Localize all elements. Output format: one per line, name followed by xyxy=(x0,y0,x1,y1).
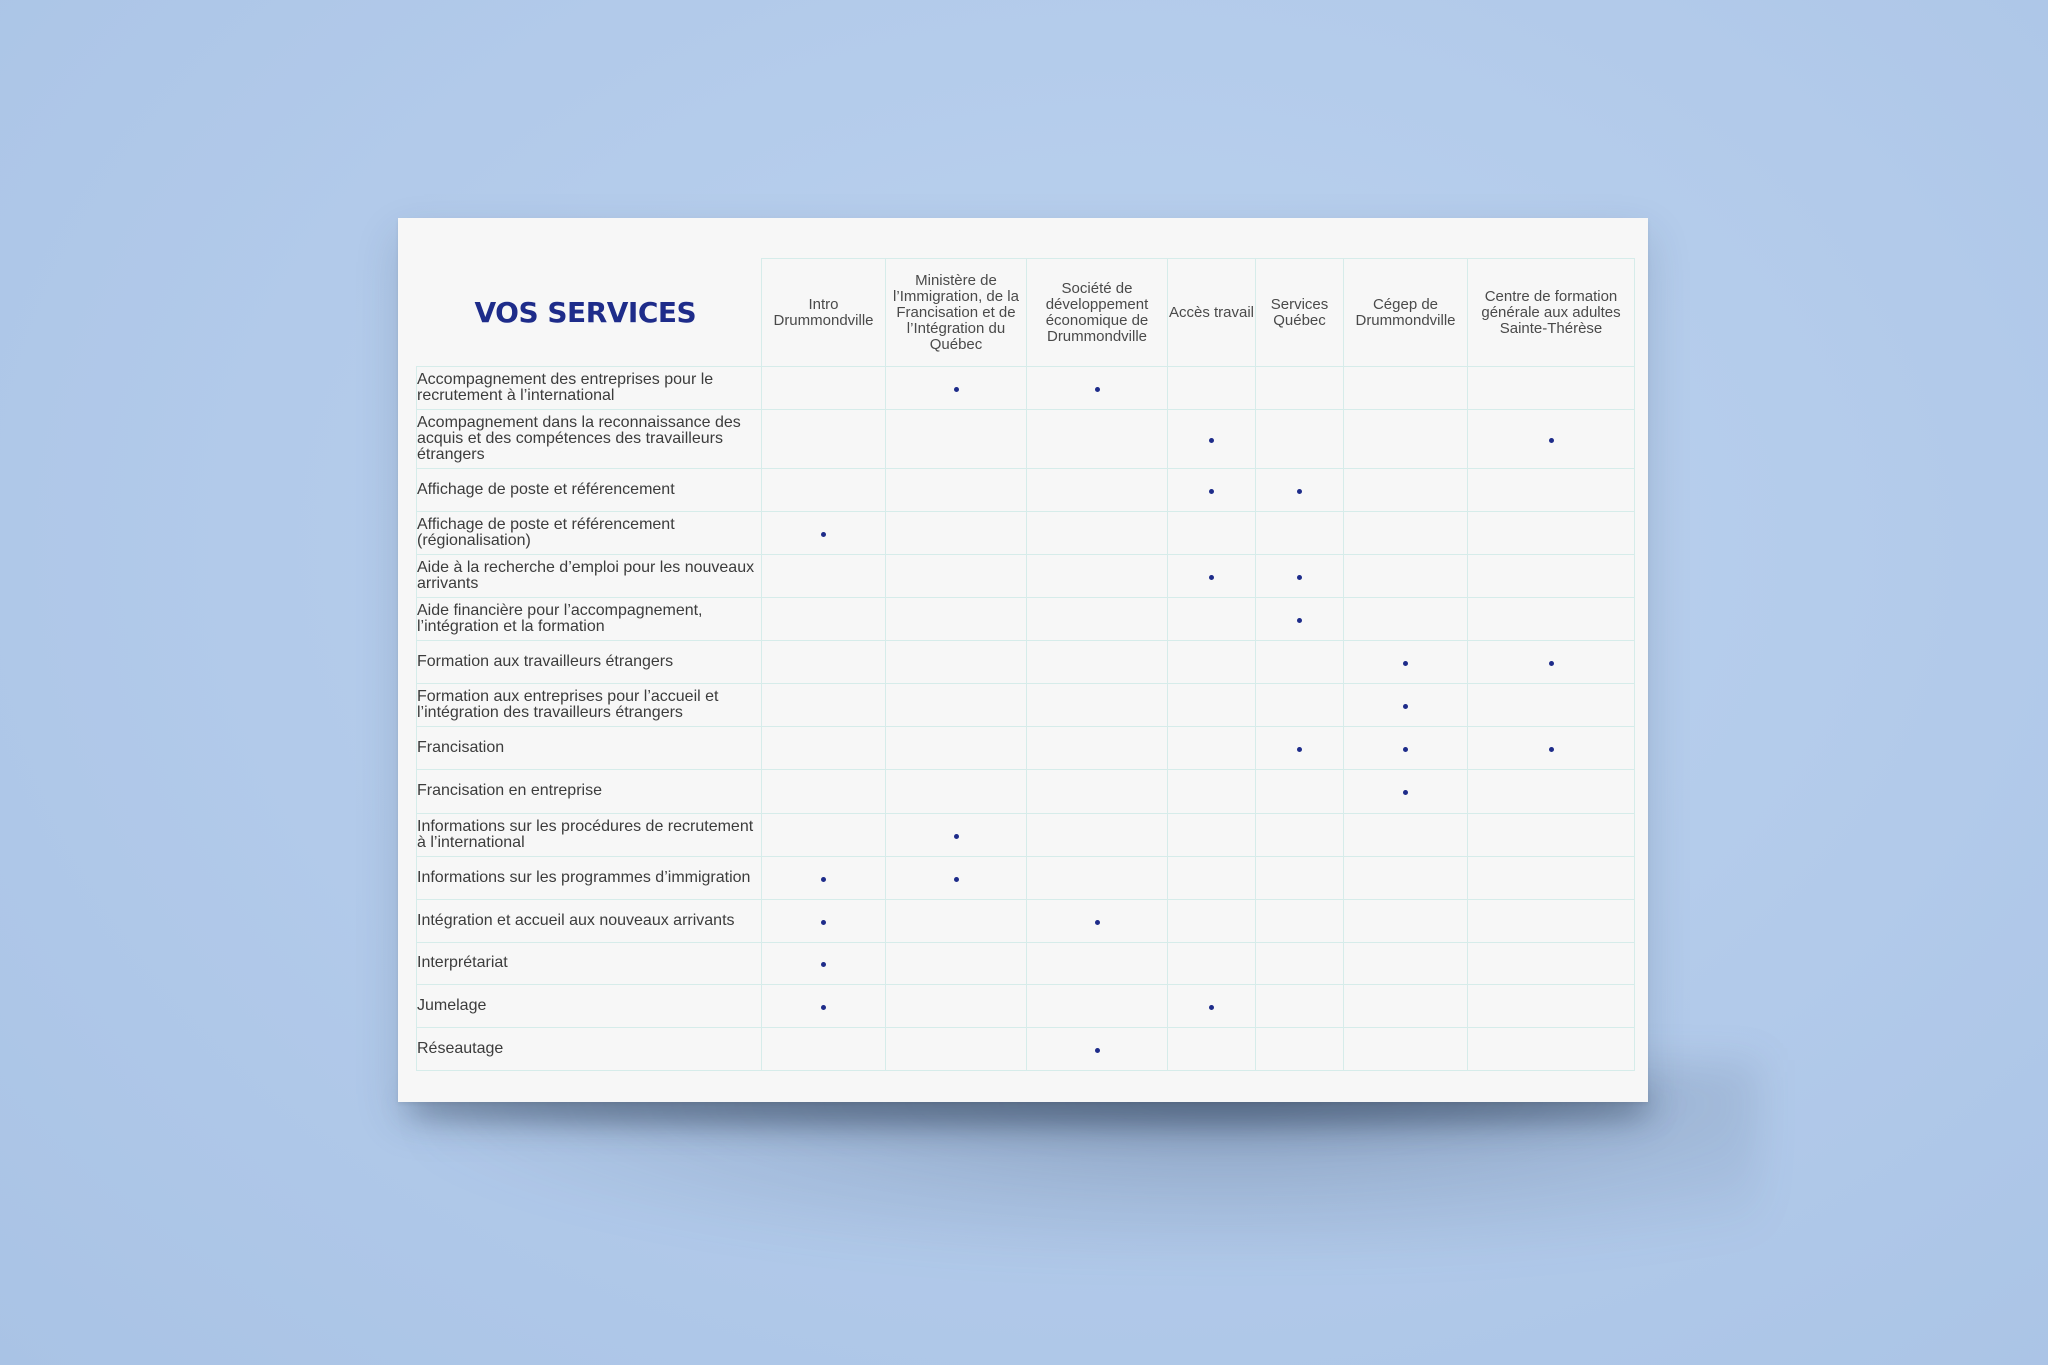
service-cell xyxy=(1256,684,1344,727)
table-row xyxy=(417,684,1635,727)
offered-dot-icon xyxy=(1403,790,1408,795)
services-card xyxy=(398,218,1648,1102)
service-cell xyxy=(762,410,886,469)
service-label: Francisation en entreprise xyxy=(417,770,762,813)
service-cell xyxy=(1168,942,1256,984)
service-cell xyxy=(1256,856,1344,899)
service-label: Aide à la recherche d’emploi pour les nouveaux arrivants xyxy=(417,555,762,598)
service-cell xyxy=(762,727,886,770)
service-cell xyxy=(1027,727,1168,770)
service-cell xyxy=(1468,367,1635,410)
offered-dot-icon xyxy=(1095,387,1100,392)
service-cell xyxy=(1168,684,1256,727)
offered-dot-icon xyxy=(1297,489,1302,494)
offered-dot-icon xyxy=(821,877,826,882)
service-cell xyxy=(762,984,886,1027)
service-cell xyxy=(762,367,886,410)
offered-dot-icon xyxy=(1297,618,1302,623)
service-cell xyxy=(1468,727,1635,770)
service-label: Interprétariat xyxy=(417,942,762,984)
offered-dot-icon xyxy=(821,532,826,537)
service-cell xyxy=(1256,367,1344,410)
offered-dot-icon xyxy=(954,834,959,839)
service-cell xyxy=(1344,684,1468,727)
column-header: Ministère de l’Immigration, de la Francisation et de l’Intégration du Québec xyxy=(886,259,1027,367)
offered-dot-icon xyxy=(821,920,826,925)
offered-dot-icon xyxy=(1403,704,1408,709)
service-cell xyxy=(886,641,1027,684)
service-cell xyxy=(1344,942,1468,984)
offered-dot-icon xyxy=(1549,661,1554,666)
offered-dot-icon xyxy=(1209,489,1214,494)
service-cell xyxy=(1168,555,1256,598)
service-label: Informations sur les programmes d’immigration xyxy=(417,856,762,899)
service-cell xyxy=(1468,641,1635,684)
service-cell xyxy=(1344,727,1468,770)
service-cell xyxy=(1256,727,1344,770)
table-body xyxy=(417,367,1635,1071)
service-cell xyxy=(1256,899,1344,942)
title-cell xyxy=(417,259,762,367)
service-cell xyxy=(1468,1027,1635,1070)
table-row xyxy=(417,469,1635,512)
service-cell xyxy=(1468,984,1635,1027)
service-cell xyxy=(1344,813,1468,856)
service-cell xyxy=(886,899,1027,942)
table-row xyxy=(417,813,1635,856)
service-label: Acompagnement dans la reconnaissance des acquis et des compétences des travailleurs étrangers xyxy=(417,410,762,469)
service-cell xyxy=(1344,512,1468,555)
service-cell xyxy=(1344,984,1468,1027)
service-cell xyxy=(1468,598,1635,641)
table-row xyxy=(417,410,1635,469)
column-header: Cégep de Drummondville xyxy=(1344,259,1468,367)
service-cell xyxy=(1344,856,1468,899)
service-cell xyxy=(1468,555,1635,598)
service-cell xyxy=(1256,469,1344,512)
service-cell xyxy=(762,856,886,899)
table-row xyxy=(417,641,1635,684)
service-cell xyxy=(1256,770,1344,813)
service-cell xyxy=(1168,984,1256,1027)
service-cell xyxy=(1468,899,1635,942)
service-cell xyxy=(762,684,886,727)
services-table xyxy=(416,258,1635,1071)
service-cell xyxy=(1256,1027,1344,1070)
service-cell xyxy=(1344,367,1468,410)
service-cell xyxy=(1168,410,1256,469)
table-row xyxy=(417,984,1635,1027)
service-cell xyxy=(1168,899,1256,942)
table-row xyxy=(417,727,1635,770)
service-cell xyxy=(1168,856,1256,899)
column-header: Services Québec xyxy=(1256,259,1344,367)
column-header: Accès travail xyxy=(1168,259,1256,367)
service-cell xyxy=(1256,555,1344,598)
service-cell xyxy=(1168,598,1256,641)
service-label: Intégration et accueil aux nouveaux arrivants xyxy=(417,899,762,942)
column-header: Centre de formation générale aux adultes Sainte-Thérèse xyxy=(1468,259,1635,367)
table-row xyxy=(417,942,1635,984)
offered-dot-icon xyxy=(1549,438,1554,443)
service-label: Jumelage xyxy=(417,984,762,1027)
service-label: Accompagnement des entreprises pour le recrutement à l’international xyxy=(417,367,762,410)
service-cell xyxy=(1168,469,1256,512)
service-cell xyxy=(886,1027,1027,1070)
service-label: Aide financière pour l’accompagnement, l’intégration et la formation xyxy=(417,598,762,641)
offered-dot-icon xyxy=(1095,920,1100,925)
service-cell xyxy=(1256,410,1344,469)
service-cell xyxy=(762,512,886,555)
offered-dot-icon xyxy=(821,962,826,967)
offered-dot-icon xyxy=(1297,747,1302,752)
service-cell xyxy=(1168,512,1256,555)
service-cell xyxy=(1027,1027,1168,1070)
offered-dot-icon xyxy=(1095,1048,1100,1053)
header-row xyxy=(417,259,1635,367)
service-cell xyxy=(1256,598,1344,641)
service-cell xyxy=(1344,555,1468,598)
service-cell xyxy=(762,770,886,813)
service-cell xyxy=(762,1027,886,1070)
table-row xyxy=(417,770,1635,813)
service-cell xyxy=(1256,984,1344,1027)
service-cell xyxy=(762,641,886,684)
service-cell xyxy=(886,367,1027,410)
service-cell xyxy=(1468,942,1635,984)
column-header: Intro Drummondville xyxy=(762,259,886,367)
offered-dot-icon xyxy=(954,877,959,882)
service-cell xyxy=(762,555,886,598)
service-cell xyxy=(1168,770,1256,813)
service-cell xyxy=(1256,512,1344,555)
service-cell xyxy=(762,899,886,942)
service-cell xyxy=(1168,727,1256,770)
service-cell xyxy=(886,984,1027,1027)
service-cell xyxy=(1468,856,1635,899)
service-cell xyxy=(1168,367,1256,410)
service-cell xyxy=(1344,598,1468,641)
service-label: Affichage de poste et référencement xyxy=(417,469,762,512)
offered-dot-icon xyxy=(1297,575,1302,580)
offered-dot-icon xyxy=(1209,575,1214,580)
service-cell xyxy=(886,469,1027,512)
service-cell xyxy=(1168,813,1256,856)
service-cell xyxy=(762,942,886,984)
service-cell xyxy=(1027,899,1168,942)
service-cell xyxy=(1027,598,1168,641)
service-cell xyxy=(886,598,1027,641)
service-label: Affichage de poste et référencement (régionalisation) xyxy=(417,512,762,555)
service-cell xyxy=(762,598,886,641)
service-cell xyxy=(1344,410,1468,469)
table-row xyxy=(417,598,1635,641)
service-label: Formation aux entreprises pour l’accueil et l’intégration des travailleurs étrangers xyxy=(417,684,762,727)
service-cell xyxy=(1344,1027,1468,1070)
offered-dot-icon xyxy=(1209,438,1214,443)
table-row xyxy=(417,367,1635,410)
service-cell xyxy=(886,410,1027,469)
service-cell xyxy=(886,512,1027,555)
service-cell xyxy=(1256,641,1344,684)
service-cell xyxy=(1344,899,1468,942)
service-cell xyxy=(1344,770,1468,813)
table-row xyxy=(417,1027,1635,1070)
service-label: Francisation xyxy=(417,727,762,770)
service-cell xyxy=(886,555,1027,598)
table-row xyxy=(417,856,1635,899)
page-title: VOS SERVICES xyxy=(474,295,697,329)
offered-dot-icon xyxy=(1549,747,1554,752)
service-cell xyxy=(1168,641,1256,684)
service-cell xyxy=(1027,770,1168,813)
service-cell xyxy=(762,469,886,512)
service-cell xyxy=(1468,684,1635,727)
service-cell xyxy=(762,813,886,856)
service-cell xyxy=(1468,770,1635,813)
service-cell xyxy=(1027,641,1168,684)
service-cell xyxy=(1027,367,1168,410)
service-cell xyxy=(1027,410,1168,469)
offered-dot-icon xyxy=(1209,1005,1214,1010)
service-cell xyxy=(1027,984,1168,1027)
service-cell xyxy=(886,770,1027,813)
offered-dot-icon xyxy=(1403,661,1408,666)
service-cell xyxy=(886,727,1027,770)
service-cell xyxy=(1027,942,1168,984)
service-cell xyxy=(1027,512,1168,555)
service-cell xyxy=(1468,410,1635,469)
service-cell xyxy=(1344,469,1468,512)
service-cell xyxy=(886,813,1027,856)
service-cell xyxy=(1027,856,1168,899)
service-cell xyxy=(1344,641,1468,684)
table-row xyxy=(417,555,1635,598)
column-header: Société de développement économique de Drummondville xyxy=(1027,259,1168,367)
service-cell xyxy=(1256,813,1344,856)
service-cell xyxy=(886,942,1027,984)
offered-dot-icon xyxy=(954,387,959,392)
service-cell xyxy=(1027,555,1168,598)
offered-dot-icon xyxy=(821,1005,826,1010)
service-cell xyxy=(1468,469,1635,512)
service-label: Réseautage xyxy=(417,1027,762,1070)
table-row xyxy=(417,899,1635,942)
service-cell xyxy=(1027,469,1168,512)
service-cell xyxy=(1027,813,1168,856)
service-cell xyxy=(1468,813,1635,856)
service-cell xyxy=(1468,512,1635,555)
table-row xyxy=(417,512,1635,555)
service-cell xyxy=(1168,1027,1256,1070)
service-cell xyxy=(886,856,1027,899)
offered-dot-icon xyxy=(1403,747,1408,752)
service-cell xyxy=(1256,942,1344,984)
service-cell xyxy=(1027,684,1168,727)
service-label: Formation aux travailleurs étrangers xyxy=(417,641,762,684)
service-cell xyxy=(886,684,1027,727)
service-label: Informations sur les procédures de recrutement à l’international xyxy=(417,813,762,856)
